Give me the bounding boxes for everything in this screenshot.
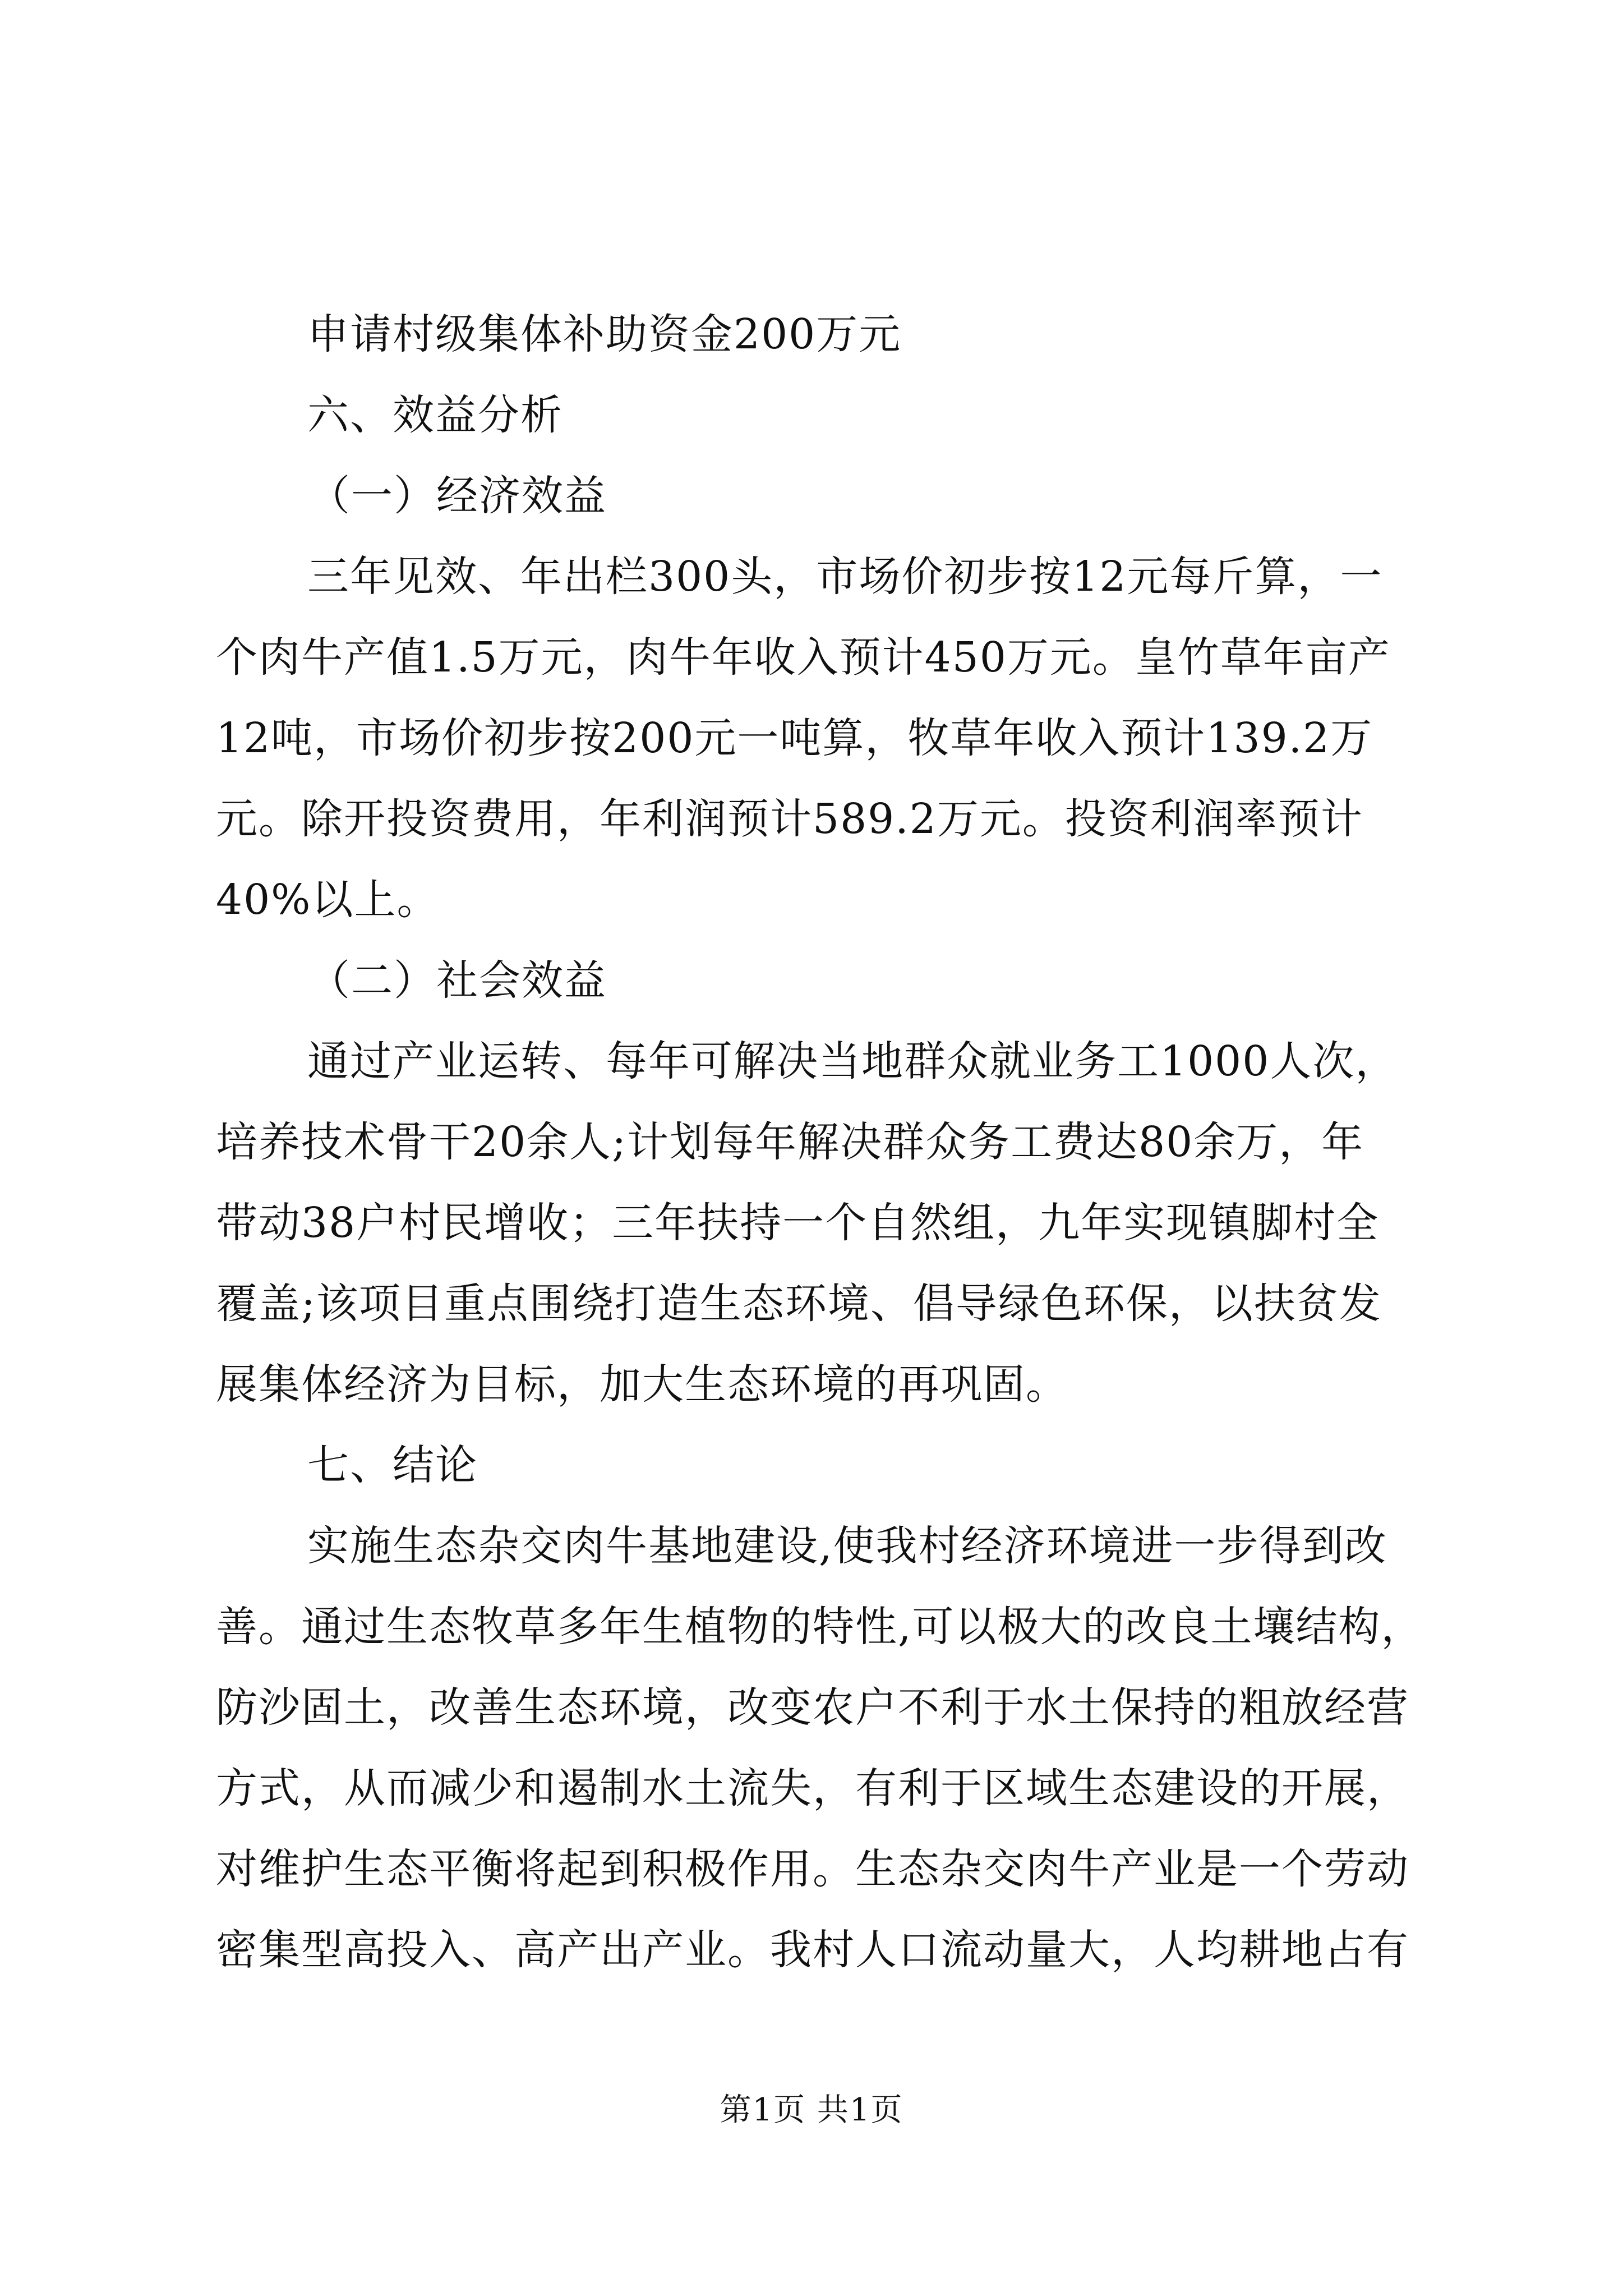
paragraph-line: 申请村级集体补助资金200万元 — [307, 310, 902, 358]
paragraph-line: 覆盖;该项目重点围绕打造生态环境、倡导绿色环保，以扶贫发 — [216, 1280, 1382, 1328]
paragraph-line: 培养技术骨干20余人;计划每年解决群众务工费达80余万，年 — [216, 1118, 1364, 1166]
subsection-heading: （二）社会效益 — [308, 956, 607, 1005]
paragraph-line: 实施生态杂交肉牛基地建设,使我村经济环境进一步得到改 — [307, 1522, 1387, 1570]
section-heading: 六、效益分析 — [307, 391, 563, 439]
paragraph-line: 个肉牛产值1.5万元，肉牛年收入预计450万元。皇竹草年亩产 — [216, 633, 1391, 682]
section-heading: 七、结论 — [307, 1441, 478, 1489]
paragraph-line: 三年见效、年出栏300头，市场价初步按12元每斤算，一 — [307, 553, 1383, 601]
paragraph-line: 展集体经济为目标，加大生态环境的再巩固。 — [216, 1360, 1068, 1409]
paragraph-line: 密集型高投入、高产出产业。我村人口流动量大，人均耕地占有 — [216, 1926, 1409, 1974]
paragraph-line: 对维护生态平衡将起到积极作用。生态杂交肉牛产业是一个劳动 — [216, 1845, 1409, 1893]
paragraph-line: 防沙固土，改善生态环境，改变农户不利于水土保持的粗放经营 — [216, 1683, 1409, 1732]
paragraph-line: 12吨，市场价初步按200元一吨算，牧草年收入预计139.2万 — [216, 714, 1373, 762]
paragraph-line: 方式，从而减少和遏制水土流失，有利于区域生态建设的开展， — [216, 1764, 1409, 1812]
paragraph-line: 40%以上。 — [216, 876, 440, 924]
paragraph-line: 元。除开投资费用，年利润预计589.2万元。投资利润率预计 — [216, 795, 1363, 843]
subsection-heading: （一）经济效益 — [308, 472, 607, 520]
paragraph-line: 通过产业运转、每年可解决当地群众就业务工1000人次， — [307, 1037, 1398, 1085]
paragraph-line: 带动38户村民增收；三年扶持一个自然组，九年实现镇脚村全 — [216, 1199, 1380, 1247]
page-footer: 第1页 共1页 — [720, 2092, 903, 2128]
paragraph-line: 善。通过生态牧草多年生植物的特性,可以极大的改良土壤结构， — [216, 1603, 1424, 1651]
